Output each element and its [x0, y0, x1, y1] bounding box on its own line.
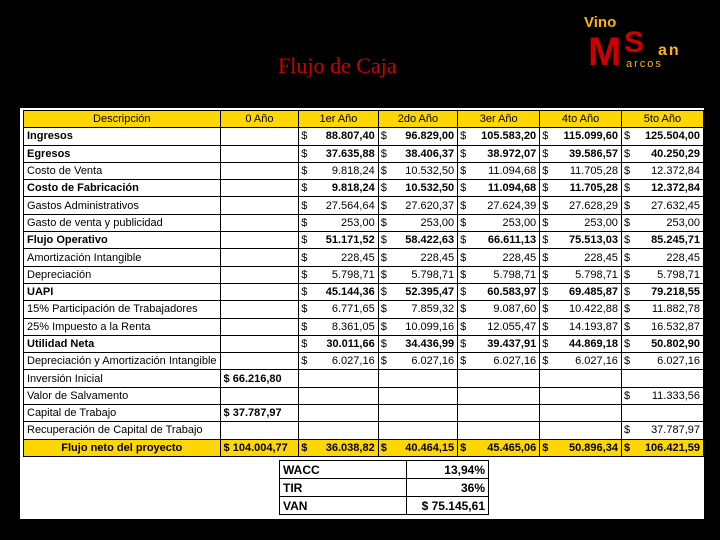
year0-cell	[220, 197, 299, 214]
row-label: Capital de Trabajo	[24, 405, 221, 422]
value-cell: 253,00	[633, 214, 703, 231]
currency-cell: $	[458, 145, 470, 162]
currency-cell: $	[621, 335, 633, 352]
currency-cell: $	[621, 180, 633, 197]
currency-cell: $	[458, 318, 470, 335]
value-cell: 253,00	[390, 214, 458, 231]
currency-cell	[378, 405, 390, 422]
value-cell: 36.038,82	[310, 439, 378, 456]
currency-cell: $	[458, 266, 470, 283]
value-cell: 12.372,84	[633, 162, 703, 179]
value-cell: 253,00	[469, 214, 539, 231]
header-cell: 1er Año	[299, 111, 378, 128]
row-label: Depreciación y Amortización Intangible	[24, 353, 221, 370]
value-cell: 38.406,37	[390, 145, 458, 162]
currency-cell: $	[299, 439, 311, 456]
value-cell: 5.798,71	[551, 266, 621, 283]
currency-cell: $	[378, 353, 390, 370]
value-cell: 40.464,15	[390, 439, 458, 456]
value-cell	[633, 370, 703, 387]
currency-cell: $	[299, 301, 311, 318]
value-cell: 16.532,87	[633, 318, 703, 335]
currency-cell: $	[621, 387, 633, 404]
currency-cell: $	[540, 197, 552, 214]
currency-cell: $	[458, 301, 470, 318]
table-row	[24, 387, 704, 404]
currency-cell: $	[458, 249, 470, 266]
currency-cell: $	[458, 335, 470, 352]
currency-cell	[540, 405, 552, 422]
year0-cell	[220, 180, 299, 197]
value-cell: 6.027,16	[469, 353, 539, 370]
value-cell: 27.624,39	[469, 197, 539, 214]
value-cell: 228,45	[469, 249, 539, 266]
value-cell: 5.798,71	[469, 266, 539, 283]
currency-cell: $	[378, 197, 390, 214]
value-cell: 96.829,00	[390, 128, 458, 145]
value-cell: 12.372,84	[633, 180, 703, 197]
value-cell: 50.896,34	[551, 439, 621, 456]
value-cell: 38.972,07	[469, 145, 539, 162]
currency-cell	[458, 387, 470, 404]
value-cell: 228,45	[633, 249, 703, 266]
year0-cell	[220, 301, 299, 318]
currency-cell: $	[458, 180, 470, 197]
value-cell: 6.027,16	[633, 353, 703, 370]
kpi-row	[280, 479, 489, 497]
currency-cell: $	[378, 128, 390, 145]
currency-cell: $	[458, 197, 470, 214]
year0-cell	[220, 232, 299, 249]
kpi-value: 13,94%	[407, 461, 489, 479]
currency-cell: $	[621, 318, 633, 335]
table-row	[24, 301, 704, 318]
value-cell	[390, 422, 458, 439]
currency-cell: $	[540, 283, 552, 300]
currency-cell: $	[540, 301, 552, 318]
table-row	[24, 318, 704, 335]
value-cell: 12.055,47	[469, 318, 539, 335]
value-cell: 10.099,16	[390, 318, 458, 335]
value-cell: 7.859,32	[390, 301, 458, 318]
value-cell	[633, 405, 703, 422]
year0-cell: $ 104.004,77	[220, 439, 299, 456]
table-row	[24, 249, 704, 266]
value-cell	[551, 405, 621, 422]
row-label: Ingresos	[24, 128, 221, 145]
row-label: Amortización Intangible	[24, 249, 221, 266]
currency-cell: $	[299, 197, 311, 214]
value-cell: 37.787,97	[633, 422, 703, 439]
year0-cell: $ 37.787,97	[220, 405, 299, 422]
value-cell: 11.882,78	[633, 301, 703, 318]
value-cell: 50.802,90	[633, 335, 703, 352]
value-cell: 11.333,56	[633, 387, 703, 404]
value-cell: 85.245,71	[633, 232, 703, 249]
currency-cell: $	[378, 283, 390, 300]
kpi-label: VAN	[280, 497, 407, 515]
currency-cell: $	[621, 214, 633, 231]
row-label: Egresos	[24, 145, 221, 162]
row-label: Depreciación	[24, 266, 221, 283]
currency-cell: $	[299, 128, 311, 145]
currency-cell	[540, 370, 552, 387]
value-cell	[551, 387, 621, 404]
currency-cell	[378, 370, 390, 387]
value-cell: 14.193,87	[551, 318, 621, 335]
currency-cell: $	[621, 128, 633, 145]
table-row	[24, 335, 704, 352]
currency-cell: $	[621, 301, 633, 318]
currency-cell	[540, 422, 552, 439]
header-row	[24, 111, 704, 128]
currency-cell: $	[458, 439, 470, 456]
value-cell: 9.818,24	[310, 180, 378, 197]
year0-cell	[220, 422, 299, 439]
row-label: Recuperación de Capital de Trabajo	[24, 422, 221, 439]
currency-cell: $	[458, 162, 470, 179]
year0-cell	[220, 335, 299, 352]
value-cell: 228,45	[390, 249, 458, 266]
currency-cell: $	[299, 145, 311, 162]
currency-cell	[621, 405, 633, 422]
value-cell: 125.504,00	[633, 128, 703, 145]
value-cell: 39.437,91	[469, 335, 539, 352]
row-label: 15% Participación de Trabajadores	[24, 301, 221, 318]
currency-cell: $	[540, 266, 552, 283]
currency-cell: $	[540, 335, 552, 352]
currency-cell: $	[458, 283, 470, 300]
currency-cell: $	[540, 318, 552, 335]
value-cell	[469, 387, 539, 404]
currency-cell	[378, 422, 390, 439]
year0-cell	[220, 266, 299, 283]
table-row	[24, 422, 704, 439]
currency-cell: $	[621, 162, 633, 179]
value-cell: 8.361,05	[310, 318, 378, 335]
row-label: Inversión Inicial	[24, 370, 221, 387]
logo-vino-text: Vino	[584, 14, 617, 31]
row-label: Gastos Administrativos	[24, 197, 221, 214]
value-cell	[469, 422, 539, 439]
currency-cell: $	[540, 439, 552, 456]
currency-cell	[458, 370, 470, 387]
table-row	[24, 197, 704, 214]
value-cell: 11.705,28	[551, 180, 621, 197]
currency-cell: $	[378, 439, 390, 456]
value-cell: 39.586,57	[551, 145, 621, 162]
currency-cell: $	[299, 266, 311, 283]
header-cell: 4to Año	[540, 111, 622, 128]
currency-cell: $	[540, 249, 552, 266]
value-cell	[310, 422, 378, 439]
row-label: Gasto de venta y publicidad	[24, 214, 221, 231]
currency-cell: $	[621, 249, 633, 266]
value-cell: 11.705,28	[551, 162, 621, 179]
currency-cell: $	[299, 283, 311, 300]
row-label: Valor de Salvamento	[24, 387, 221, 404]
kpi-row	[280, 497, 489, 515]
currency-cell: $	[299, 214, 311, 231]
logo-m-letter: M	[588, 30, 622, 74]
row-label: Flujo Operativo	[24, 232, 221, 249]
value-cell: 9.818,24	[310, 162, 378, 179]
currency-cell: $	[378, 318, 390, 335]
kpi-table	[279, 460, 489, 515]
row-label: Utilidad Neta	[24, 335, 221, 352]
currency-cell: $	[378, 301, 390, 318]
slide-title: Flujo de Caja	[278, 53, 397, 78]
currency-cell: $	[458, 353, 470, 370]
currency-cell: $	[540, 353, 552, 370]
value-cell: 253,00	[310, 214, 378, 231]
currency-cell	[458, 422, 470, 439]
header-cell: 5to Año	[621, 111, 703, 128]
value-cell: 44.869,18	[551, 335, 621, 352]
value-cell: 228,45	[310, 249, 378, 266]
currency-cell: $	[621, 439, 633, 456]
currency-cell: $	[299, 180, 311, 197]
value-cell	[310, 405, 378, 422]
value-cell: 37.635,88	[310, 145, 378, 162]
currency-cell	[621, 370, 633, 387]
value-cell: 51.171,52	[310, 232, 378, 249]
currency-cell: $	[621, 422, 633, 439]
currency-cell: $	[378, 180, 390, 197]
currency-cell: $	[378, 232, 390, 249]
spreadsheet	[20, 108, 704, 519]
value-cell	[551, 422, 621, 439]
row-label: Costo de Fabricación	[24, 180, 221, 197]
value-cell: 27.632,45	[633, 197, 703, 214]
value-cell: 5.798,71	[310, 266, 378, 283]
value-cell	[310, 387, 378, 404]
cash-flow-table	[23, 110, 704, 457]
value-cell: 66.611,13	[469, 232, 539, 249]
value-cell: 105.583,20	[469, 128, 539, 145]
header-cell: 2do Año	[378, 111, 457, 128]
table-row	[24, 232, 704, 249]
value-cell: 52.395,47	[390, 283, 458, 300]
value-cell	[551, 370, 621, 387]
logo-an-text: an	[658, 42, 681, 59]
currency-cell: $	[458, 128, 470, 145]
currency-cell: $	[299, 232, 311, 249]
value-cell: 88.807,40	[310, 128, 378, 145]
company-logo	[584, 14, 704, 74]
year0-cell	[220, 283, 299, 300]
value-cell: 253,00	[551, 214, 621, 231]
value-cell: 34.436,99	[390, 335, 458, 352]
value-cell: 45.465,06	[469, 439, 539, 456]
table-row	[24, 353, 704, 370]
header-cell: Descripción	[24, 111, 221, 128]
table-row	[24, 283, 704, 300]
kpi-label: WACC	[280, 461, 407, 479]
value-cell: 75.513,03	[551, 232, 621, 249]
currency-cell	[299, 405, 311, 422]
logo-arcos-text: arcos	[626, 58, 663, 70]
year0-cell	[220, 353, 299, 370]
year0-cell	[220, 145, 299, 162]
currency-cell: $	[299, 249, 311, 266]
value-cell: 40.250,29	[633, 145, 703, 162]
value-cell: 27.620,37	[390, 197, 458, 214]
value-cell: 228,45	[551, 249, 621, 266]
currency-cell: $	[458, 214, 470, 231]
row-label: UAPI	[24, 283, 221, 300]
header-cell: 0 Año	[220, 111, 299, 128]
year0-cell: $ 66.216,80	[220, 370, 299, 387]
currency-cell: $	[540, 214, 552, 231]
currency-cell: $	[378, 266, 390, 283]
value-cell: 10.422,88	[551, 301, 621, 318]
value-cell	[390, 370, 458, 387]
year0-cell	[220, 214, 299, 231]
value-cell: 6.771,65	[310, 301, 378, 318]
table-row	[24, 370, 704, 387]
row-label: 25% Impuesto a la Renta	[24, 318, 221, 335]
value-cell: 27.628,29	[551, 197, 621, 214]
value-cell: 79.218,55	[633, 283, 703, 300]
currency-cell	[540, 387, 552, 404]
currency-cell: $	[378, 145, 390, 162]
table-row	[24, 180, 704, 197]
currency-cell: $	[299, 162, 311, 179]
year0-cell	[220, 318, 299, 335]
table-row	[24, 214, 704, 231]
value-cell: 10.532,50	[390, 162, 458, 179]
currency-cell: $	[378, 335, 390, 352]
value-cell: 6.027,16	[390, 353, 458, 370]
currency-cell	[378, 387, 390, 404]
value-cell: 106.421,59	[633, 439, 703, 456]
currency-cell: $	[621, 232, 633, 249]
currency-cell: $	[378, 214, 390, 231]
value-cell	[469, 405, 539, 422]
row-label: Costo de Venta	[24, 162, 221, 179]
currency-cell	[299, 370, 311, 387]
year0-cell	[220, 249, 299, 266]
currency-cell: $	[621, 145, 633, 162]
table-row	[24, 162, 704, 179]
year0-cell	[220, 387, 299, 404]
kpi-label: TIR	[280, 479, 407, 497]
value-cell: 10.532,50	[390, 180, 458, 197]
table-row	[24, 128, 704, 145]
currency-cell	[299, 387, 311, 404]
table-row	[24, 266, 704, 283]
value-cell: 60.583,97	[469, 283, 539, 300]
currency-cell: $	[299, 318, 311, 335]
value-cell	[469, 370, 539, 387]
currency-cell: $	[621, 266, 633, 283]
kpi-row	[280, 461, 489, 479]
currency-cell: $	[621, 197, 633, 214]
year0-cell	[220, 128, 299, 145]
kpi-value: 36%	[407, 479, 489, 497]
currency-cell	[299, 422, 311, 439]
currency-cell: $	[540, 180, 552, 197]
value-cell	[390, 387, 458, 404]
value-cell: 115.099,60	[551, 128, 621, 145]
value-cell: 6.027,16	[310, 353, 378, 370]
value-cell: 11.094,68	[469, 162, 539, 179]
currency-cell: $	[299, 335, 311, 352]
value-cell: 5.798,71	[633, 266, 703, 283]
value-cell: 45.144,36	[310, 283, 378, 300]
currency-cell: $	[378, 249, 390, 266]
value-cell: 11.094,68	[469, 180, 539, 197]
value-cell: 27.564,64	[310, 197, 378, 214]
net-flow-row	[24, 439, 704, 456]
value-cell	[310, 370, 378, 387]
header-cell: 3er Año	[458, 111, 540, 128]
currency-cell: $	[540, 145, 552, 162]
currency-cell: $	[378, 162, 390, 179]
value-cell: 6.027,16	[551, 353, 621, 370]
table-row	[24, 405, 704, 422]
currency-cell: $	[540, 162, 552, 179]
value-cell: 9.087,60	[469, 301, 539, 318]
currency-cell	[458, 405, 470, 422]
logo-s-letter: S	[624, 26, 645, 59]
table-row	[24, 145, 704, 162]
value-cell: 5.798,71	[390, 266, 458, 283]
value-cell	[390, 405, 458, 422]
currency-cell: $	[540, 232, 552, 249]
currency-cell: $	[621, 353, 633, 370]
currency-cell: $	[540, 128, 552, 145]
currency-cell: $	[299, 353, 311, 370]
value-cell: 30.011,66	[310, 335, 378, 352]
year0-cell	[220, 162, 299, 179]
net-flow-label: Flujo neto del proyecto	[24, 439, 221, 456]
value-cell: 58.422,63	[390, 232, 458, 249]
value-cell: 69.485,87	[551, 283, 621, 300]
kpi-value: $ 75.145,61	[407, 497, 489, 515]
currency-cell: $	[458, 232, 470, 249]
currency-cell: $	[621, 283, 633, 300]
